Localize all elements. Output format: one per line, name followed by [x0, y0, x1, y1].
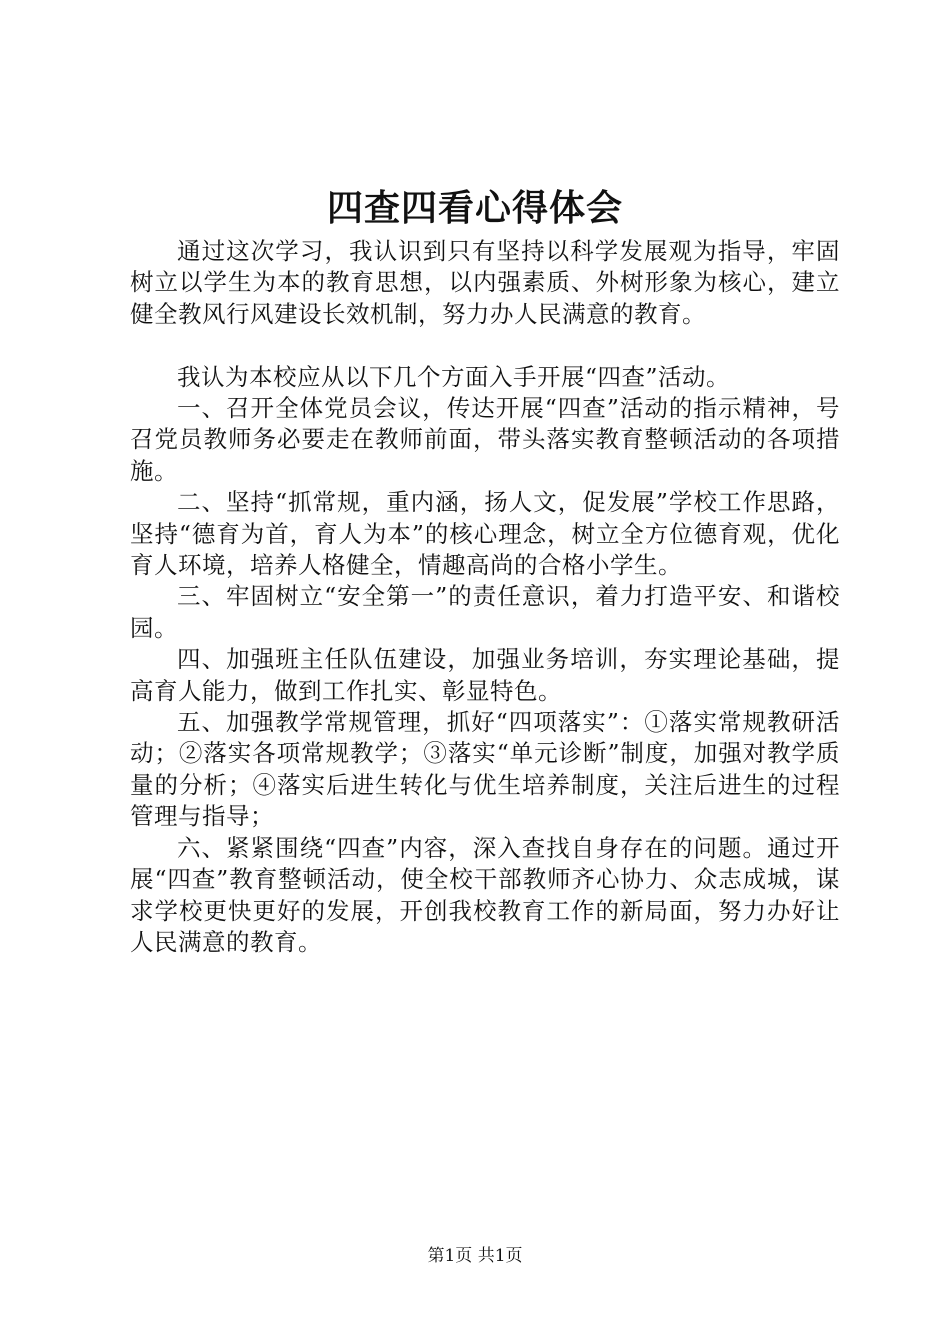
paragraph-item-1: 一、召开全体党员会议，传达开展“四查”活动的指示精神，号召党员教师务必要走在教师前面，带头落实教育整顿活动的各项措施。: [130, 394, 840, 485]
page-number-footer: 第1页 共1页: [427, 1246, 523, 1266]
paragraph-item-4: 四、加强班主任队伍建设，加强业务培训，夯实理论基础，提高育人能力，做到工作扎实、彰显特色。: [130, 645, 840, 705]
paragraph-item-3: 三、牢固树立“安全第一”的责任意识，着力打造平安、和谐校园。: [130, 582, 840, 642]
paragraph-item-6: 六、紧紧围绕“四查”内容，深入查找自身存在的问题。通过开展“四查”教育整顿活动，使全校干部教师齐心协力、众志成城，谋求学校更快更好的发展，开创我校教育工作的新局面，努力办好让人民满意的教育。: [130, 833, 840, 956]
paragraph-intro: 通过这次学习，我认识到只有坚持以科学发展观为指导，牢固树立以学生为本的教育思想，以内强素质、外树形象为核心，建立健全教风行风建设长效机制，努力办人民满意的教育。: [130, 237, 840, 328]
paragraph-item-2: 二、坚持“抓常规，重内涵，扬人文，促发展”学校工作思路，坚持“德育为首，育人为本”的核心理念，树立全方位德育观，优化育人环境，培养人格健全，情趣高尚的合格小学生。: [130, 488, 840, 580]
paragraph-lead: 我认为本校应从以下几个方面入手开展“四查”活动。: [177, 362, 731, 391]
document-title: 四查四看心得体会: [326, 187, 623, 229]
paragraph-item-5: 五、加强教学常规管理，抓好“四项落实”：①落实常规教研活动；②落实各项常规教学；③落实“单元诊断”制度，加强对教学质量的分析；④落实后进生转化与优生培养制度，关注后进生的过程管理与指导；: [130, 708, 840, 831]
document-body: [130, 236, 840, 958]
